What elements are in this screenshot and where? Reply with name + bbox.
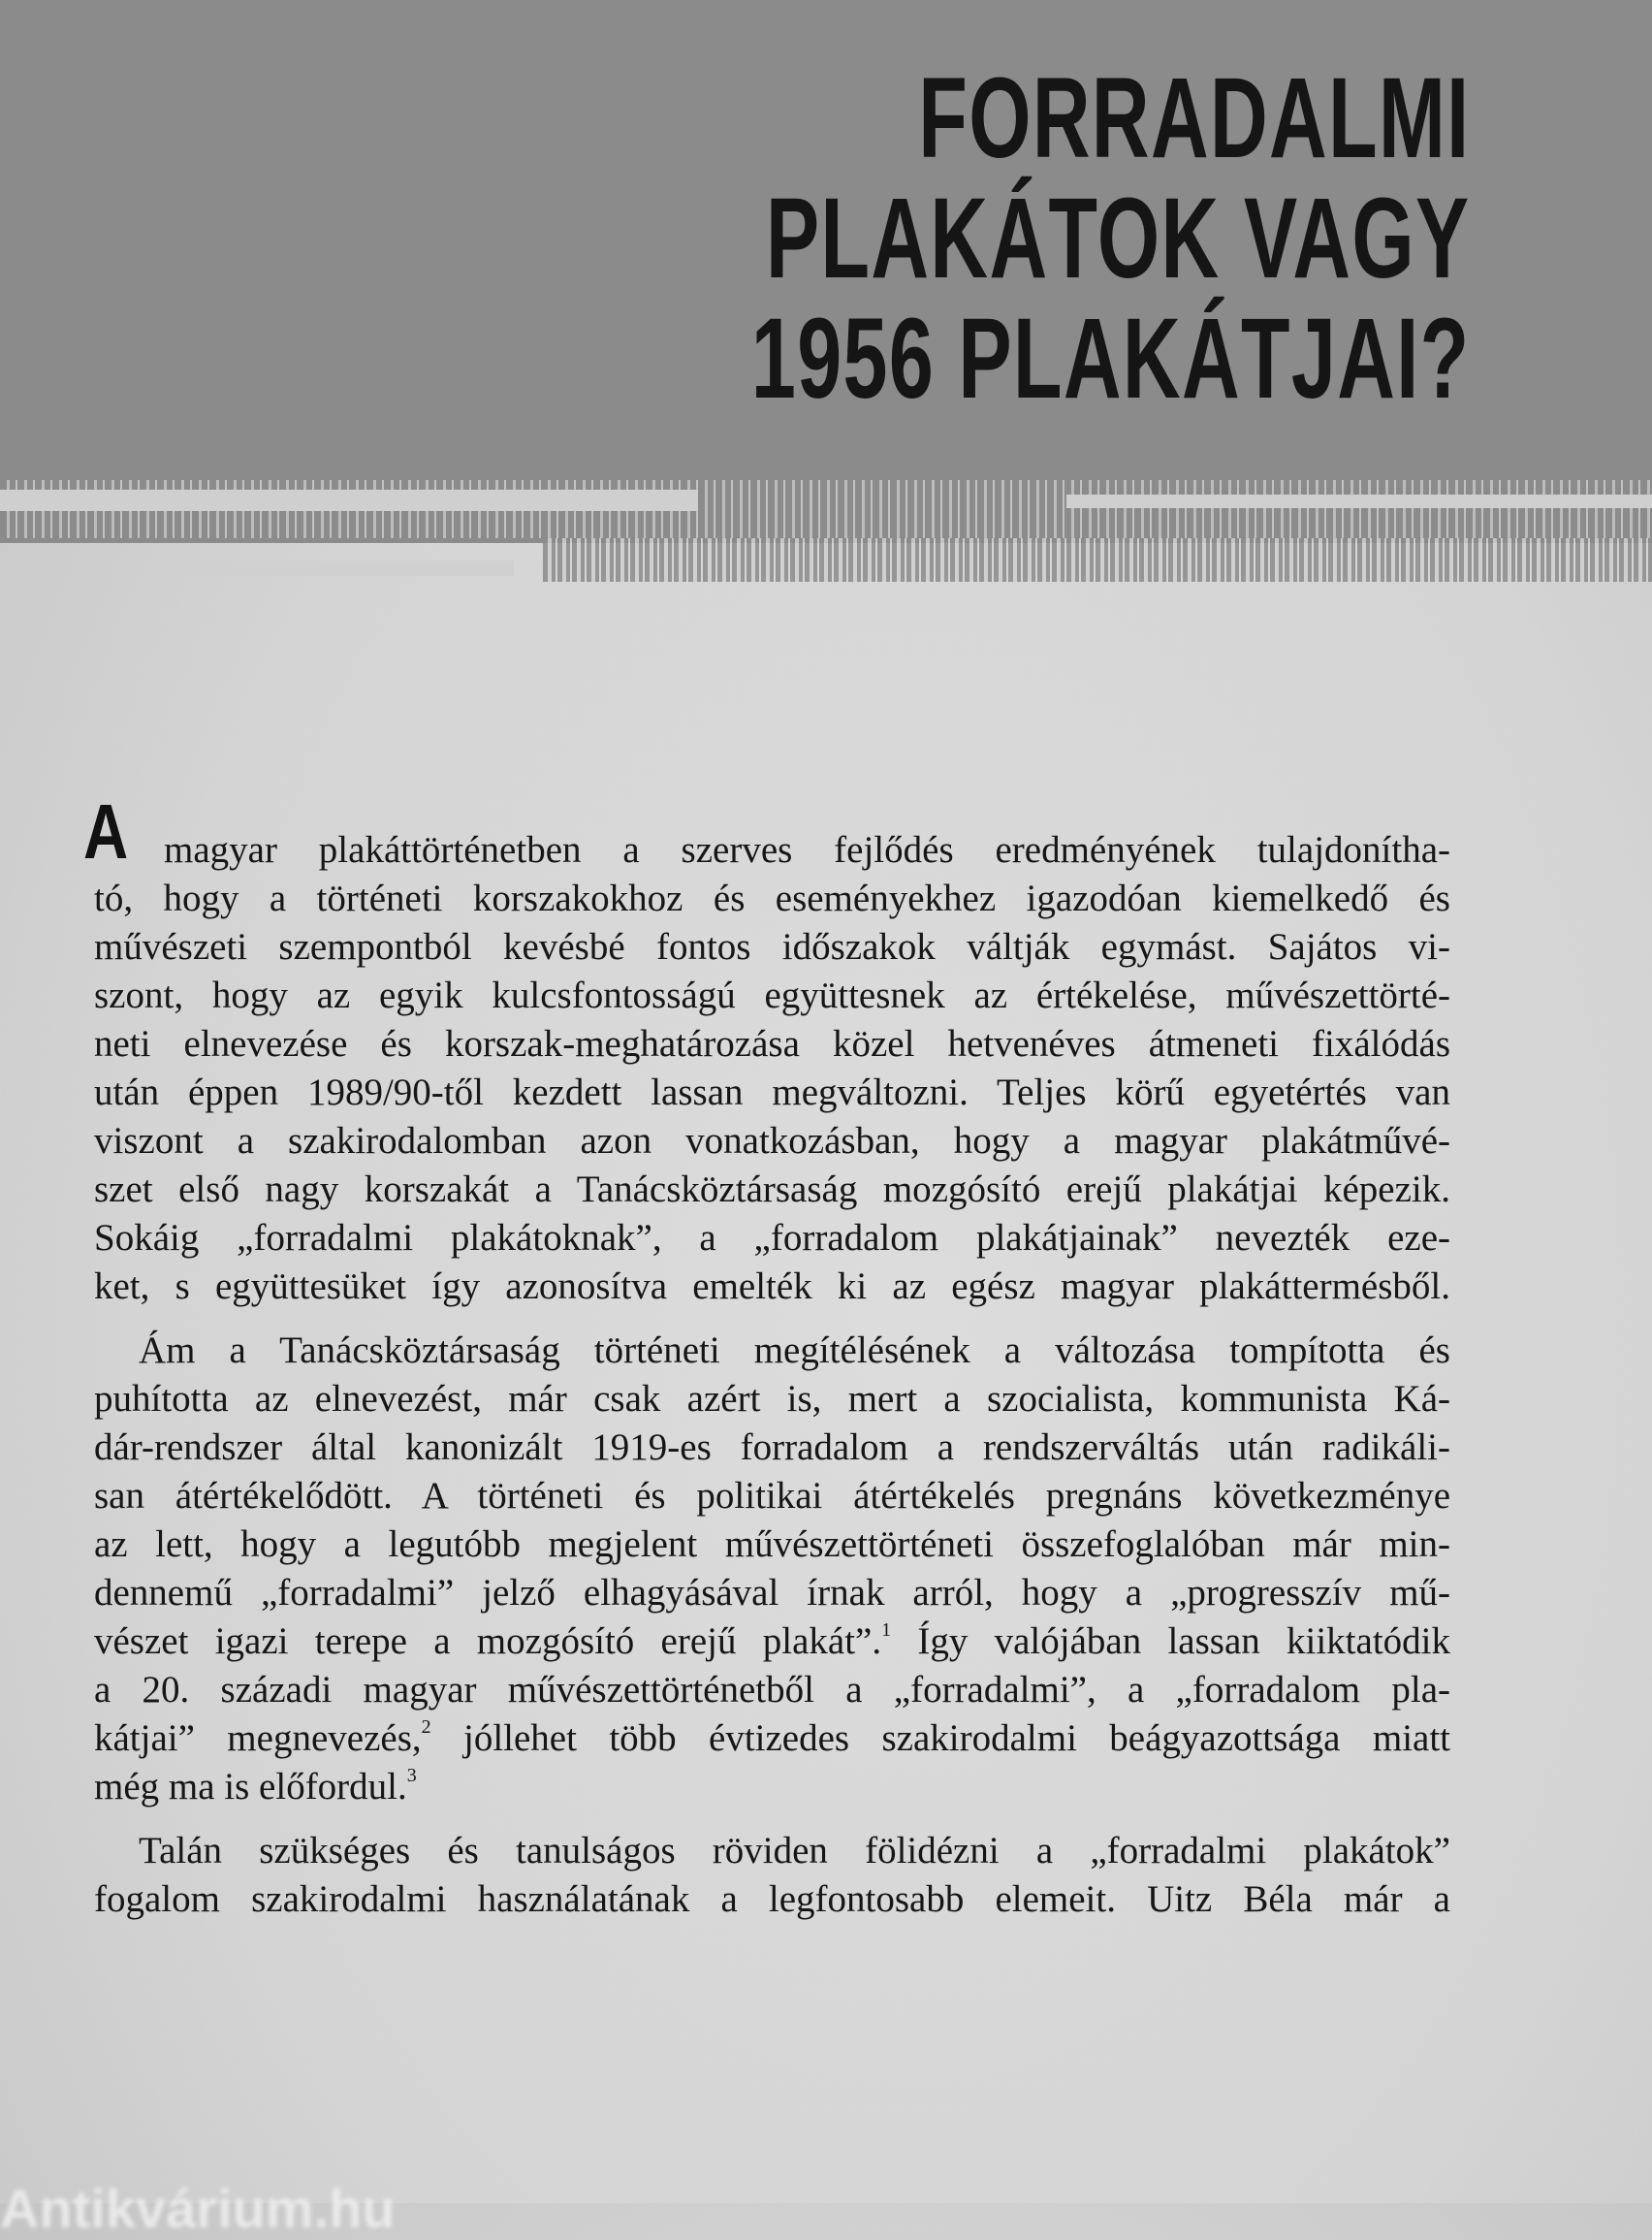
- text-span: kátjai” megnevezés,: [94, 1717, 422, 1759]
- brush-streak: [0, 490, 698, 511]
- drop-cap: A: [83, 788, 129, 875]
- paragraph: [94, 1827, 1450, 1924]
- text-span: vészet igazi terepe a mozgósító erejű plakát”.: [94, 1620, 882, 1662]
- text-line: Ám a Tanácsköztársaság történeti megítélésének a változása tompította és: [139, 1329, 1450, 1371]
- text-line: művészeti szempontból kevésbé fontos időszakok váltják egymást. Sajátos vi-: [94, 926, 1450, 968]
- text-line: [94, 1763, 1450, 1811]
- text-line: tó, hogy a történeti korszakokhoz és eseményekhez igazodóan kiemelkedő és: [94, 878, 1450, 919]
- text-line: dennemű „forradalmi” jelző elhagyásával írnak arról, hogy a „progresszív mű-: [94, 1572, 1450, 1614]
- text-line: után éppen 1989/90-től kezdett lassan megváltozni. Teljes körű egyetértés van: [94, 1072, 1450, 1113]
- text-span: Így valójában lassan kiiktatódik: [891, 1620, 1451, 1662]
- text-line: ket, s együttesüket így azonosítva emelték ki az egész magyar plakáttermésből.: [94, 1265, 1450, 1307]
- title-line: PLAKÁTOK VAGY: [766, 175, 1471, 303]
- text-line: [94, 1617, 1450, 1666]
- footnote-ref[interactable]: 3: [406, 1765, 417, 1786]
- text-line: szet első nagy korszakát a Tanácsköztársaság mozgósító erejű plakátjai képezik.: [94, 1168, 1450, 1210]
- text-line: magyar plakáttörténetben a szerves fejlődés eredményének tulajdonítha-: [164, 829, 1450, 871]
- text-line: puhította az elnevezést, már csak azért is, mert a szocialista, kommunista Ká-: [94, 1378, 1450, 1420]
- footnote-ref[interactable]: 1: [881, 1619, 892, 1641]
- body-text: [94, 826, 1450, 1939]
- brush-streak: [1066, 495, 1652, 508]
- text-line: Talán szükséges és tanulságos röviden fölidézni a „forradalmi plakátok”: [139, 1830, 1450, 1872]
- chapter-title: [443, 54, 1471, 423]
- text-line: viszont a szakirodalomban azon vonatkozásban, hogy a magyar plakátművé-: [94, 1120, 1450, 1162]
- title-line: FORRADALMI: [918, 54, 1471, 182]
- text-span: jóllehet több évtizedes szakirodalmi beágyazottsága miatt: [430, 1717, 1451, 1759]
- text-line: szont, hogy az egyik kulcsfontosságú együttesnek az értékelése, művészettörté-: [94, 975, 1450, 1016]
- text-span: még ma is előfordul.: [94, 1766, 407, 1808]
- text-line: fogalom szakirodalmi használatának a legfontosabb elemeit. Uitz Béla már a: [94, 1878, 1450, 1920]
- watermark: Antikvárium.hu: [0, 2178, 396, 2239]
- text-line: san átértékelődött. A történeti és politikai átértékelés pregnáns következménye: [94, 1475, 1450, 1517]
- header-band-texture: [543, 538, 1652, 582]
- footnote-ref[interactable]: 2: [421, 1716, 431, 1738]
- brush-streak: [175, 560, 514, 576]
- title-line: 1956 PLAKÁTJAI?: [751, 295, 1471, 423]
- text-line: a 20. századi magyar művészettörténetből a „forradalmi”, a „forradalom pla-: [94, 1669, 1450, 1711]
- text-line: neti elnevezése és korszak-meghatározása közel hetvenéves átmeneti fixálódás: [94, 1023, 1450, 1065]
- paragraph: [94, 826, 1450, 1311]
- text-line: dár-rendszer által kanonizált 1919-es forradalom a rendszerváltás után radikáli-: [94, 1426, 1450, 1468]
- text-line: [94, 1714, 1450, 1763]
- text-line: Sokáig „forradalmi plakátoknak”, a „forradalom plakátjainak” nevezték eze-: [94, 1217, 1450, 1259]
- text-line: az lett, hogy a legutóbb megjelent művészettörténeti összefoglalóban már min-: [94, 1523, 1450, 1565]
- paragraph: [94, 1327, 1450, 1811]
